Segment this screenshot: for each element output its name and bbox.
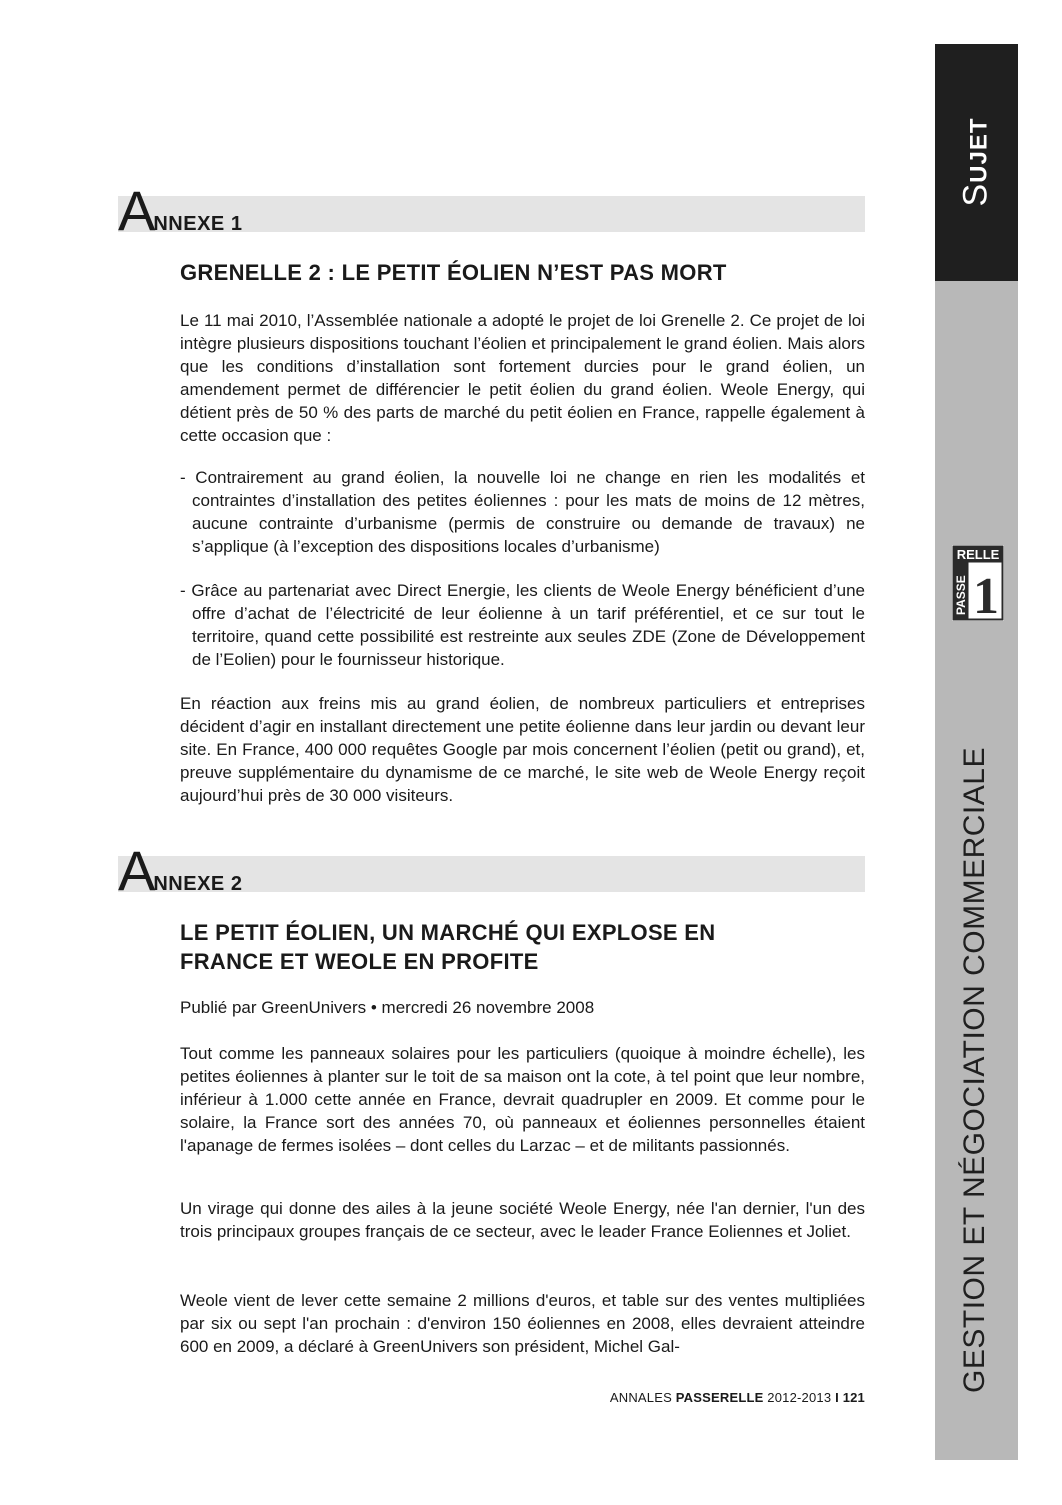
sujet-rest: UJET — [965, 117, 993, 183]
annex-1-title — [118, 179, 243, 242]
annex-2-initial: A — [118, 839, 154, 902]
footer-prefix: ANNALES — [609, 1390, 676, 1405]
logo-top-text: RELLE — [956, 547, 1000, 562]
annex-1-bullet-1: - Contrairement au grand éolien, la nouvelle loi ne change en rien les modalités et contraintes d’installation des petites éoliennes : pour les mats de moins de 12 mètres, aucune contrainte d’urbanisme (permis de construire ou demande de travaux) ne s’applique (à l’exception des dispositions locales d’urbanisme) — [180, 468, 865, 556]
footer-years: 2012-2013 — [763, 1390, 836, 1405]
logo-side-text: PASSE — [954, 575, 968, 615]
passerelle-1-logo — [952, 545, 1004, 621]
annex-1-initial: A — [118, 179, 154, 242]
logo-number: 1 — [973, 568, 999, 621]
annex-1-heading: GRENELLE 2 : LE PETIT ÉOLIEN N’EST PAS MORT — [180, 260, 727, 285]
annex-2-para-2: Un virage qui donne des ailes à la jeune société Weole Energy, née l'an dernier, l'un des trois principaux groupes français de ce secteur, avec le leader France Eoliennes et Joliet. — [180, 1199, 865, 1241]
annex-1-intro: Le 11 mai 2010, l’Assemblée nationale a adopté le projet de loi Grenelle 2. Ce projet de loi intègre plusieurs dispositions touchant l’éolien et principalement le grand éolien. Mais alors que les conditions d’installation sont fortement durcies pour le grand éolien, un amendement permet de différencier le petit éolien du grand éolien. Weole Energy, qui détient près de 50 % des parts de marché du petit éolien en France, rappelle également à cette occasion que : — [180, 311, 865, 445]
footer-separator: I — [835, 1390, 839, 1405]
annex-2-heading-line-2: FRANCE ET WEOLE EN PROFITE — [180, 949, 539, 974]
annex-1-label: NNEXE 1 — [153, 213, 243, 235]
annex-2-para-1: Tout comme les panneaux solaires pour les particuliers (quoique à moindre échelle), les petites éoliennes à planter sur le toit de sa maison ont la cote, à tel point que leur nombre, inférieur à 1.000 cette année en France, devrait quadrupler en 2009. Et comme pour le solaire, la France sort des années 70, où panneaux et éoliennes personnelles étaient l'apanage de fermes isolées – dont celles du Larzac – et de militants passionnés. — [180, 1044, 865, 1155]
subject-label: GESTION ET NÉGOCIATION COMMERCIALE — [958, 747, 991, 1393]
footer-brand: PASSERELLE — [675, 1390, 764, 1405]
page-number: 121 — [838, 1390, 865, 1405]
page-footer — [610, 1390, 865, 1405]
sujet-initial: S — [956, 182, 995, 207]
annex-2-title — [118, 839, 243, 902]
annex-1-closing: En réaction aux freins mis au grand éolien, de nombreux particuliers et entreprises décident d’agir en installant directement une petite éolienne dans leur jardin ou devant leur site. En France, 400 000 requêtes Google par mois concernent l’éolien (petit ou grand), et, preuve supplémentaire du dynamisme de ce marché, le site web de Weole Energy reçoit aujourd’hui près de 30 000 visiteurs. — [180, 694, 865, 805]
annex-2-label: NNEXE 2 — [153, 873, 243, 895]
annex-2-byline: Publié par GreenUnivers • mercredi 26 novembre 2008 — [180, 998, 595, 1017]
annex-2-para-3: Weole vient de lever cette semaine 2 millions d'euros, et table sur des ventes multipliées par six ou sept l'an prochain : d'environ 150 éoliennes en 2008, elles devraient atteindre 600 en 2009, a déclaré à GreenUnivers son président, Michel Gal- — [180, 1291, 865, 1356]
annex-2-heading-line-1: LE PETIT ÉOLIEN, UN MARCHÉ QUI EXPLOSE EN — [180, 920, 716, 945]
sujet-label — [957, 117, 996, 206]
annex-1-bullet-2: - Grâce au partenariat avec Direct Energie, les clients de Weole Energy bénéficient d’une offre d’achat de l’électricité de leur éolienne à un tarif préférentiel, et ce sur tout le territoire, quand cette possibilité est restreinte aux seules ZDE (Zone de Développement de l’Eolien) pour le fournisseur historique. — [180, 581, 865, 669]
